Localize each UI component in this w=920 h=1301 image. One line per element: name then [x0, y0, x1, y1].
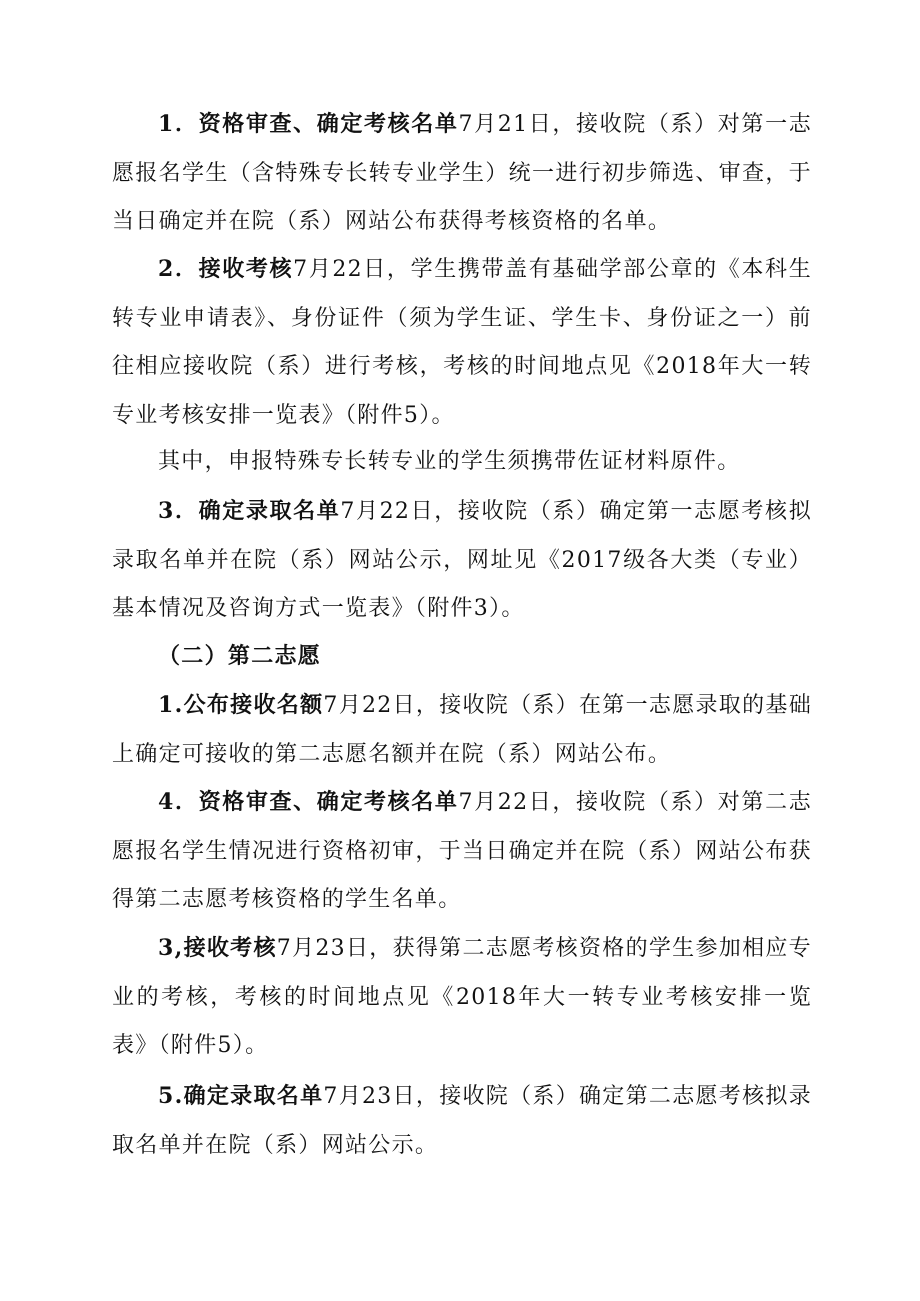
paragraph-lead: 1.公布接收名额	[158, 692, 324, 718]
paragraph-body: 其中，申报特殊专长转专业的学生须携带佐证材料原件。	[158, 449, 741, 474]
paragraph-lead: 3,接收考核	[158, 935, 277, 961]
paragraph-8	[112, 1072, 812, 1170]
paragraph-7	[112, 924, 812, 1071]
paragraph-1	[112, 100, 812, 247]
paragraph-lead: 5.确定录取名单	[158, 1083, 324, 1109]
section-heading-text: （二）第二志愿	[158, 643, 322, 669]
paragraph-lead: 3．确定录取名单	[158, 498, 341, 524]
paragraph-6	[112, 778, 812, 925]
paragraph-4	[112, 487, 812, 634]
paragraph-body: 7月21日，接收院（系）对第一志愿报名学生（含特殊专长转专业学生）统一进行初步筛选、审查，于当日确定并在院（系）网站公布获得考核资格的名单。	[112, 112, 812, 234]
paragraph-5	[112, 681, 812, 779]
paragraph-lead: 2．接收考核	[158, 256, 294, 282]
paragraph-body: 7月22日，接收院（系）对第二志愿报名学生情况进行资格初审，于当日确定并在院（系）网站公布获得第二志愿考核资格的学生名单。	[112, 790, 812, 912]
paragraph-lead: 1．资格审查、确定考核名单	[158, 111, 459, 137]
paragraph-body: 7月22日，接收院（系）确定第一志愿考核拟录取名单并在院（系）网站公示，网址见《2017级各大类（专业）基本情况及咨询方式一览表》（附件3）。	[112, 499, 812, 621]
paragraph-lead: 4．资格审查、确定考核名单	[158, 789, 459, 815]
paragraph-3	[112, 438, 812, 487]
paragraph-body: 7月23日，接收院（系）确定第二志愿考核拟录取名单并在院（系）网站公示。	[112, 1084, 813, 1158]
paragraph-body: 7月23日，获得第二志愿考核资格的学生参加相应专业的考核，考核的时间地点见《2018年大一转专业考核安排一览表》（附件5）。	[112, 936, 812, 1058]
section-heading	[112, 632, 321, 681]
paragraph-body: 7月22日，学生携带盖有基础学部公章的《本科生转专业申请表》、身份证件（须为学生证、学生卡、身份证之一）前往相应接收院（系）进行考核，考核的时间地点见《2018年大一转专业考核安排一览表》（附件5）。	[112, 257, 812, 428]
paragraph-body: 7月22日，接收院（系）在第一志愿录取的基础上确定可接收的第二志愿名额并在院（系）网站公布。	[112, 693, 813, 767]
paragraph-2	[112, 245, 812, 440]
